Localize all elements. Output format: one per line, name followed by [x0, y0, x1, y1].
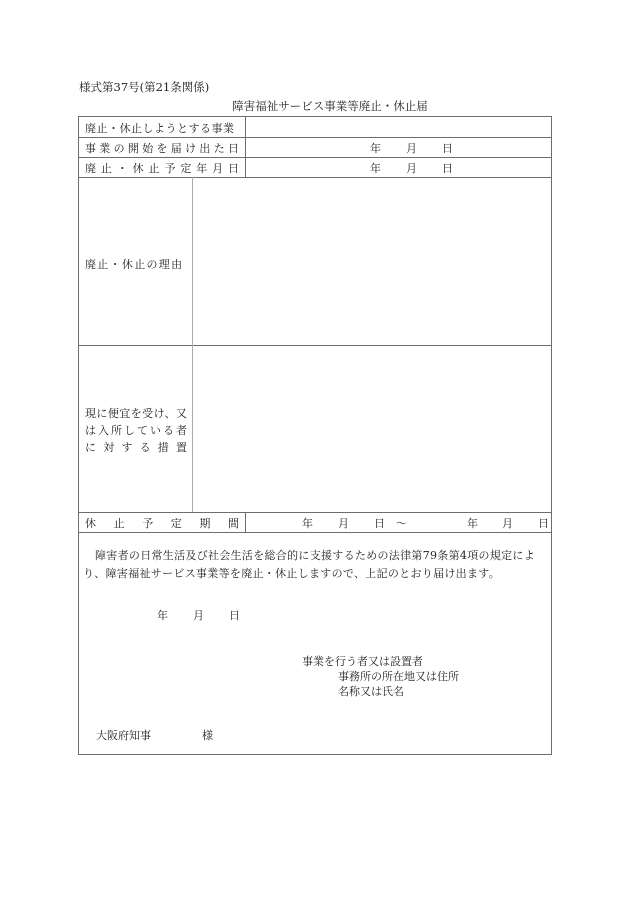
to-month-label: 月 — [502, 517, 513, 530]
range-separator: ～ — [396, 517, 407, 530]
label-line: 現に便宜を受け、又 — [85, 407, 187, 420]
from-day-label: 日 — [374, 517, 385, 530]
label-start-notified-date: 事業の開始を届け出た日 — [85, 142, 239, 155]
year-label: 年 — [370, 142, 381, 155]
month-label: 月 — [406, 162, 417, 175]
label-suspension-period: 休止予定期間 — [85, 517, 239, 530]
to-year-label: 年 — [467, 517, 478, 530]
to-day-label: 日 — [538, 517, 549, 530]
day-label: 日 — [442, 162, 453, 175]
form-number: 様式第37号(第21条関係) — [79, 80, 210, 94]
planned-closure-date-field[interactable] — [246, 157, 551, 177]
applicant-heading: 事業を行う者又は設置者 — [302, 655, 423, 668]
suspension-period-field[interactable] — [246, 512, 551, 532]
name-label: 名称又は氏名 — [338, 685, 404, 698]
form-table — [78, 116, 552, 755]
form-title: 障害福祉サービス事業等廃止・休止届 — [232, 99, 428, 113]
year-label: 年 — [157, 609, 168, 622]
label-closure-reason: 廃止・休止の理由 — [85, 258, 184, 271]
declaration-line-1: 障害者の日常生活及び社会生活を総合的に支援するための法律第79条第4項の規定によ — [95, 549, 535, 562]
measures-for-users-field[interactable] — [193, 346, 551, 512]
label-line: に対する措置 — [85, 441, 187, 454]
from-month-label: 月 — [338, 517, 349, 530]
honorific: 様 — [202, 729, 213, 742]
from-year-label: 年 — [302, 517, 313, 530]
year-label: 年 — [370, 162, 381, 175]
label-measures-for-users — [85, 405, 187, 456]
closure-reason-field[interactable] — [193, 178, 551, 345]
month-label: 月 — [406, 142, 417, 155]
month-label: 月 — [193, 609, 204, 622]
label-business-to-close: 廃止・休止しようとする事業 — [85, 122, 235, 135]
business-to-close-field[interactable] — [246, 117, 551, 137]
day-label: 日 — [229, 609, 240, 622]
addressee: 大阪府知事 — [96, 729, 151, 742]
day-label: 日 — [442, 142, 453, 155]
row-divider — [79, 532, 551, 533]
label-planned-closure-date: 廃止・休止予定年月日 — [85, 162, 239, 175]
declaration-line-2: り、障害福祉サービス事業等を廃止・休止しますので、上記のとおり届け出ます。 — [83, 567, 500, 580]
address-label: 事務所の所在地又は住所 — [338, 670, 459, 683]
label-line: は入所している者 — [85, 424, 187, 437]
submission-date-field[interactable] — [149, 607, 249, 623]
start-notified-date-field[interactable] — [246, 137, 551, 157]
